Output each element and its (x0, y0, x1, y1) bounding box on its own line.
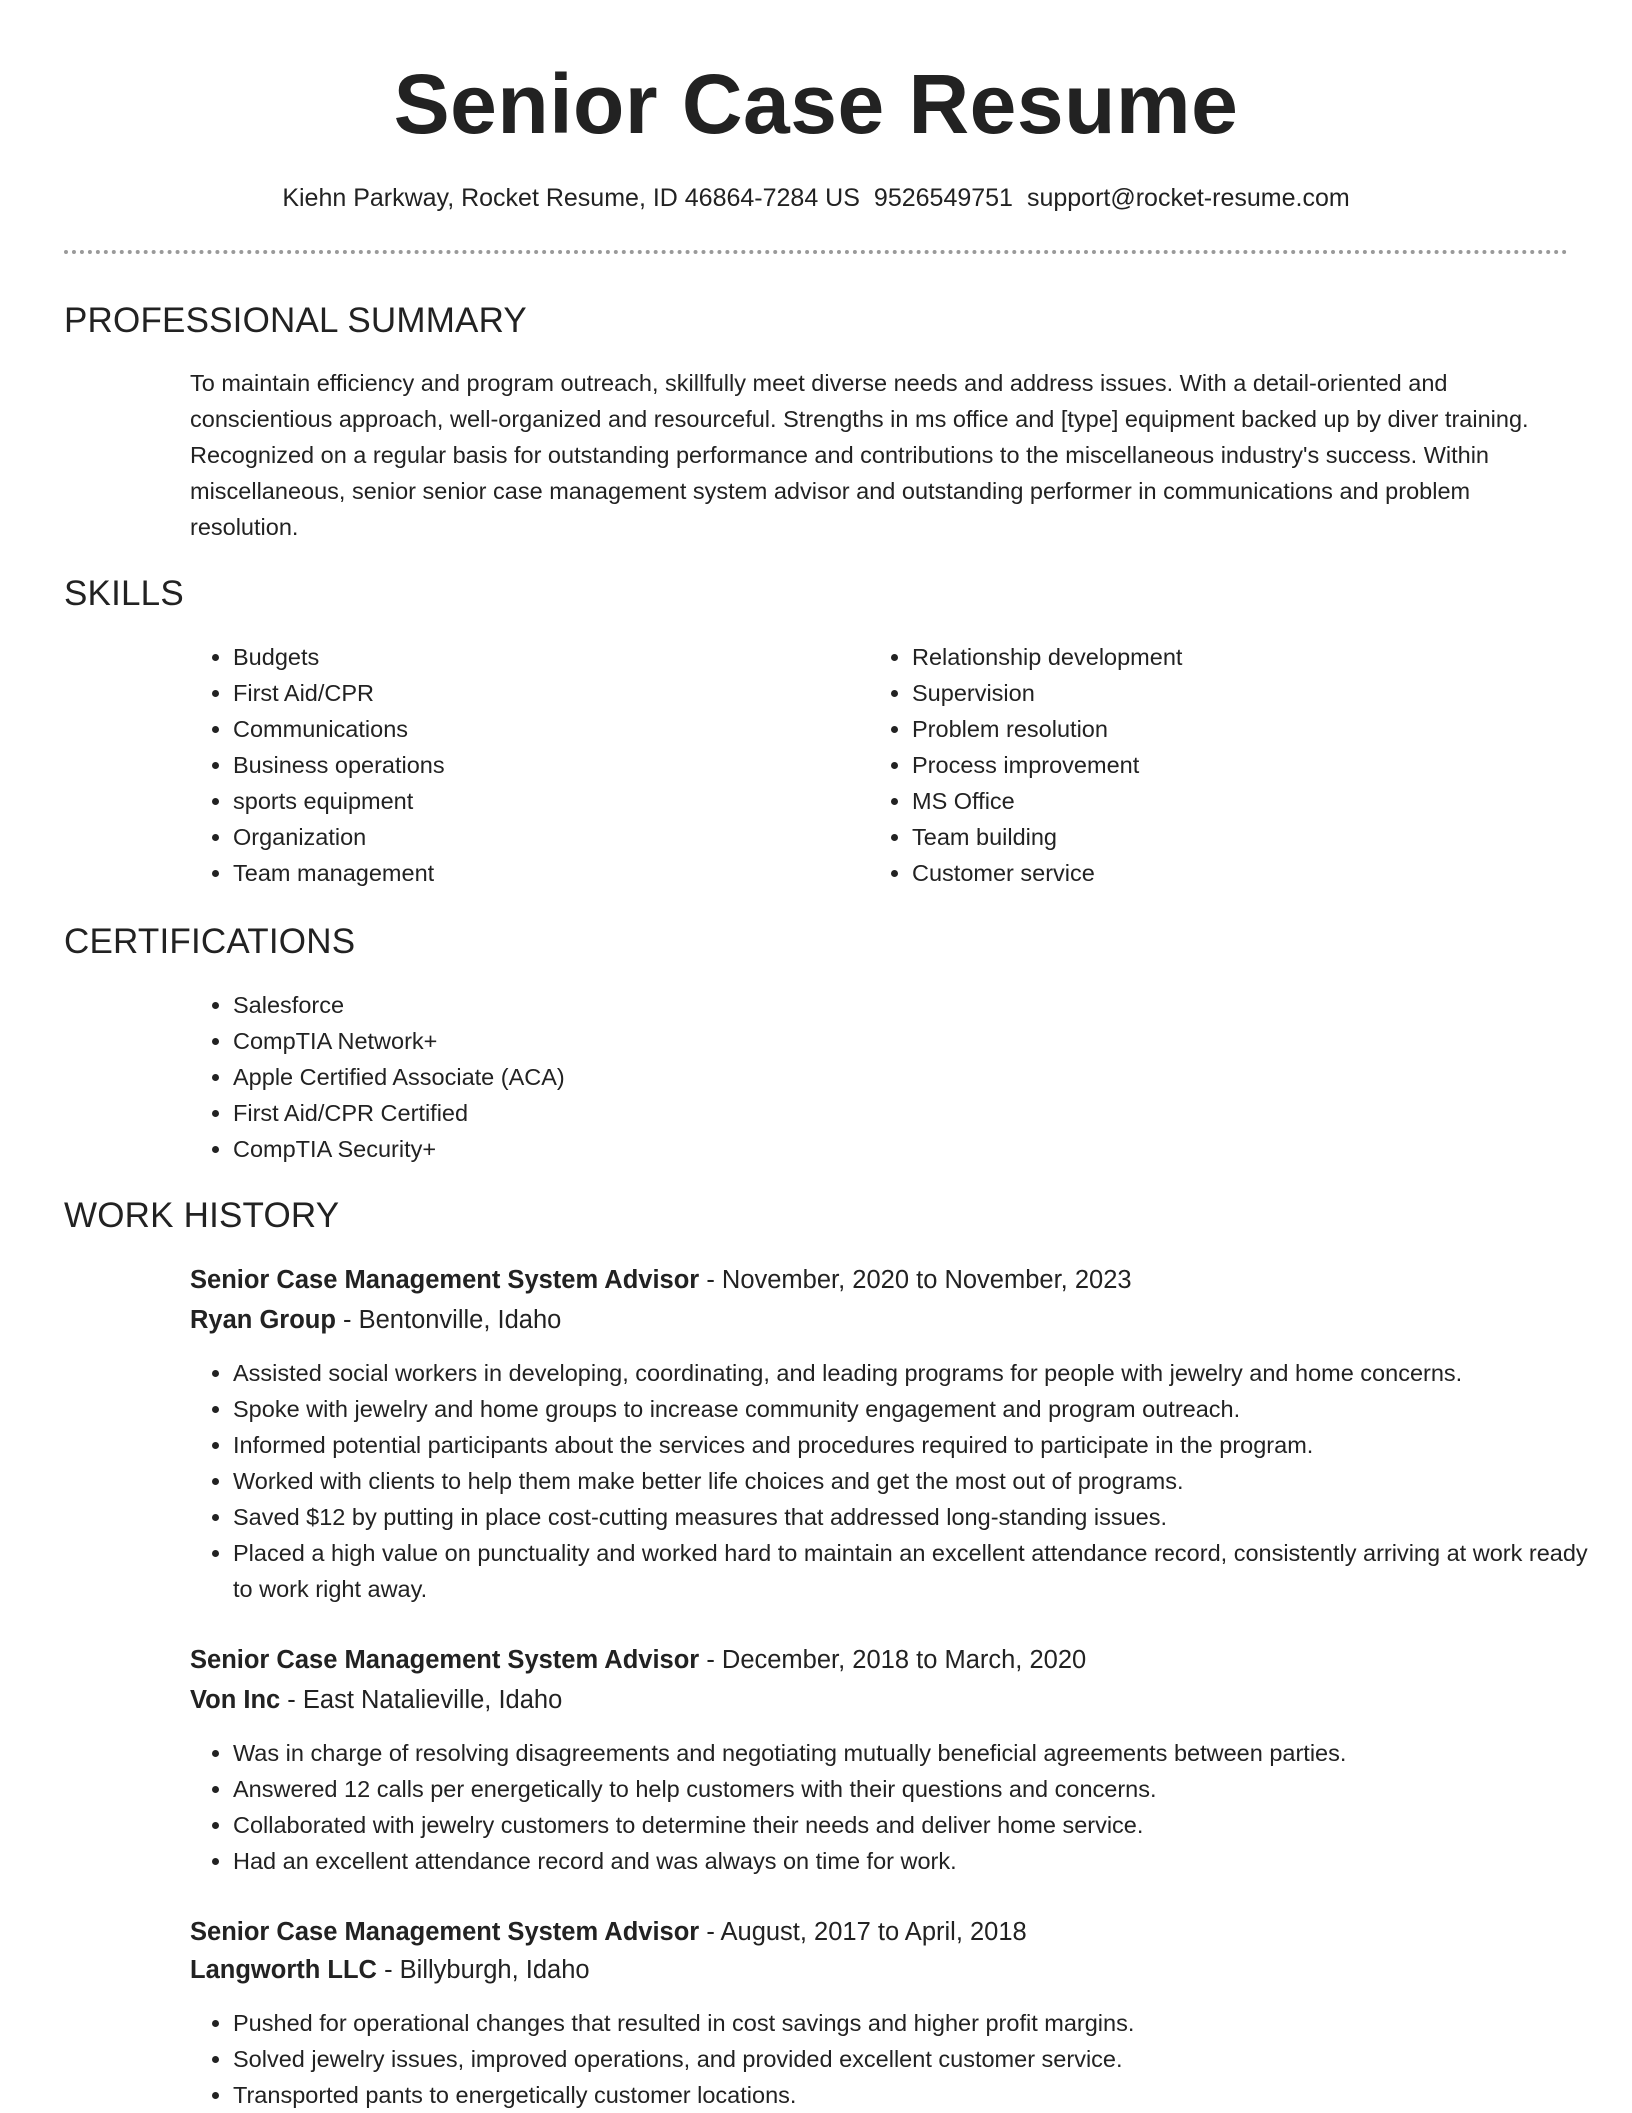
skill-item: • Budgets (233, 639, 853, 675)
certification-item: • CompTIA Security+ (233, 1131, 1133, 1167)
job-bullet: • Solved jewelry issues, improved operations, and provided excellent customer service. (233, 2041, 1589, 2077)
job-location: - Billyburgh, Idaho (384, 1956, 590, 1984)
job-title: Senior Case Management System Advisor (190, 1266, 700, 1294)
job-bullets (190, 2005, 1589, 2113)
summary-text: To maintain efficiency and program outreach, skillfully meet diverse needs and address issues. With a detail-oriented and conscientious approach, well-organized and resourceful. Strengths in ms office and [type] equipment backed up by diver training. Recognized on a regular basis for outstanding performance and contributions to the miscellaneous industry's success. Within miscellaneous, senior senior case management system advisor and outstanding performer in communications and problem resolution. (190, 370, 1529, 540)
job-bullet: • Answered 12 calls per energetically to help customers with their questions and concerns. (233, 1771, 1589, 1807)
job-bullet: • Placed a high value on punctuality and worked hard to maintain an excellent attendance record, consistently arriving at work ready to work right away. (233, 1535, 1589, 1607)
skill-item: • Communications (233, 711, 853, 747)
contact-address: Kiehn Parkway, Rocket Resume, ID 46864-7284 US (282, 184, 860, 212)
job-bullet: • Had an excellent attendance record and was always on time for work. (233, 1843, 1589, 1879)
skill-item: • sports equipment (233, 783, 853, 819)
skills-heading: SKILLS (64, 574, 184, 613)
skills-list-left (190, 639, 853, 891)
skill-item: • Process improvement (912, 747, 1532, 783)
job-title-line (190, 1641, 1086, 1679)
header-divider (64, 250, 1568, 254)
job-bullet: • Assisted social workers in developing, coordinating, and leading programs for people with jewelry and home concerns. (233, 1355, 1589, 1391)
certification-item: • Apple Certified Associate (ACA) (233, 1059, 1133, 1095)
job-title: Senior Case Management System Advisor (190, 1646, 700, 1674)
resume-name: Senior Case Resume (393, 57, 1239, 151)
job-title-line (190, 1913, 1027, 1951)
summary-heading: PROFESSIONAL SUMMARY (64, 301, 527, 340)
skill-item: • Team building (912, 819, 1532, 855)
job-company: Ryan Group (190, 1306, 336, 1334)
job-location: - East Natalieville, Idaho (287, 1686, 563, 1714)
job-bullet: • Spoke with jewelry and home groups to increase community engagement and program outreach. (233, 1391, 1589, 1427)
contact-phone: 9526549751 (873, 184, 1013, 212)
job-company: Von Inc (190, 1686, 281, 1714)
certification-item: • CompTIA Network+ (233, 1023, 1133, 1059)
job-dates: - December, 2018 to March, 2020 (706, 1646, 1087, 1674)
skills-list-right (869, 639, 1532, 891)
job-bullets (190, 1735, 1589, 1879)
job-bullet: • Transported pants to energetically customer locations. (233, 2077, 1589, 2113)
job-location: - Bentonville, Idaho (343, 1306, 562, 1334)
skill-item: • Business operations (233, 747, 853, 783)
job-dates: - November, 2020 to November, 2023 (706, 1266, 1132, 1294)
skill-item: • Supervision (912, 675, 1532, 711)
skill-item: • Organization (233, 819, 853, 855)
skill-item: • MS Office (912, 783, 1532, 819)
job-bullet: • Informed potential participants about the services and procedures required to participate in the program. (233, 1427, 1589, 1463)
job-company-line (190, 1951, 590, 1989)
skill-item: • Team management (233, 855, 853, 891)
certification-item: • Salesforce (233, 987, 1133, 1023)
job-company-line (190, 1681, 562, 1719)
skill-item: • First Aid/CPR (233, 675, 853, 711)
job-bullet: • Was in charge of resolving disagreements and negotiating mutually beneficial agreements between parties. (233, 1735, 1589, 1771)
job-title: Senior Case Management System Advisor (190, 1918, 700, 1946)
job-bullet: • Saved $12 by putting in place cost-cutting measures that addressed long-standing issues. (233, 1499, 1589, 1535)
job-bullet: • Pushed for operational changes that resulted in cost savings and higher profit margins. (233, 2005, 1589, 2041)
certification-item: • First Aid/CPR Certified (233, 1095, 1133, 1131)
contact-email: support@rocket-resume.com (1026, 184, 1350, 212)
work-history-heading: WORK HISTORY (64, 1196, 340, 1235)
job-company: Langworth LLC (190, 1956, 377, 1984)
certifications-list (190, 987, 1133, 1167)
job-title-line (190, 1261, 1132, 1299)
job-bullet: • Worked with clients to help them make better life choices and get the most out of programs. (233, 1463, 1589, 1499)
skill-item: • Problem resolution (912, 711, 1532, 747)
contact-line (0, 178, 1632, 218)
job-company-line (190, 1301, 561, 1339)
certifications-heading: CERTIFICATIONS (64, 922, 356, 961)
skill-item: • Customer service (912, 855, 1532, 891)
job-bullets (190, 1355, 1589, 1607)
job-bullet: • Collaborated with jewelry customers to determine their needs and deliver home service. (233, 1807, 1589, 1843)
job-dates: - August, 2017 to April, 2018 (706, 1918, 1027, 1946)
skill-item: • Relationship development (912, 639, 1532, 675)
